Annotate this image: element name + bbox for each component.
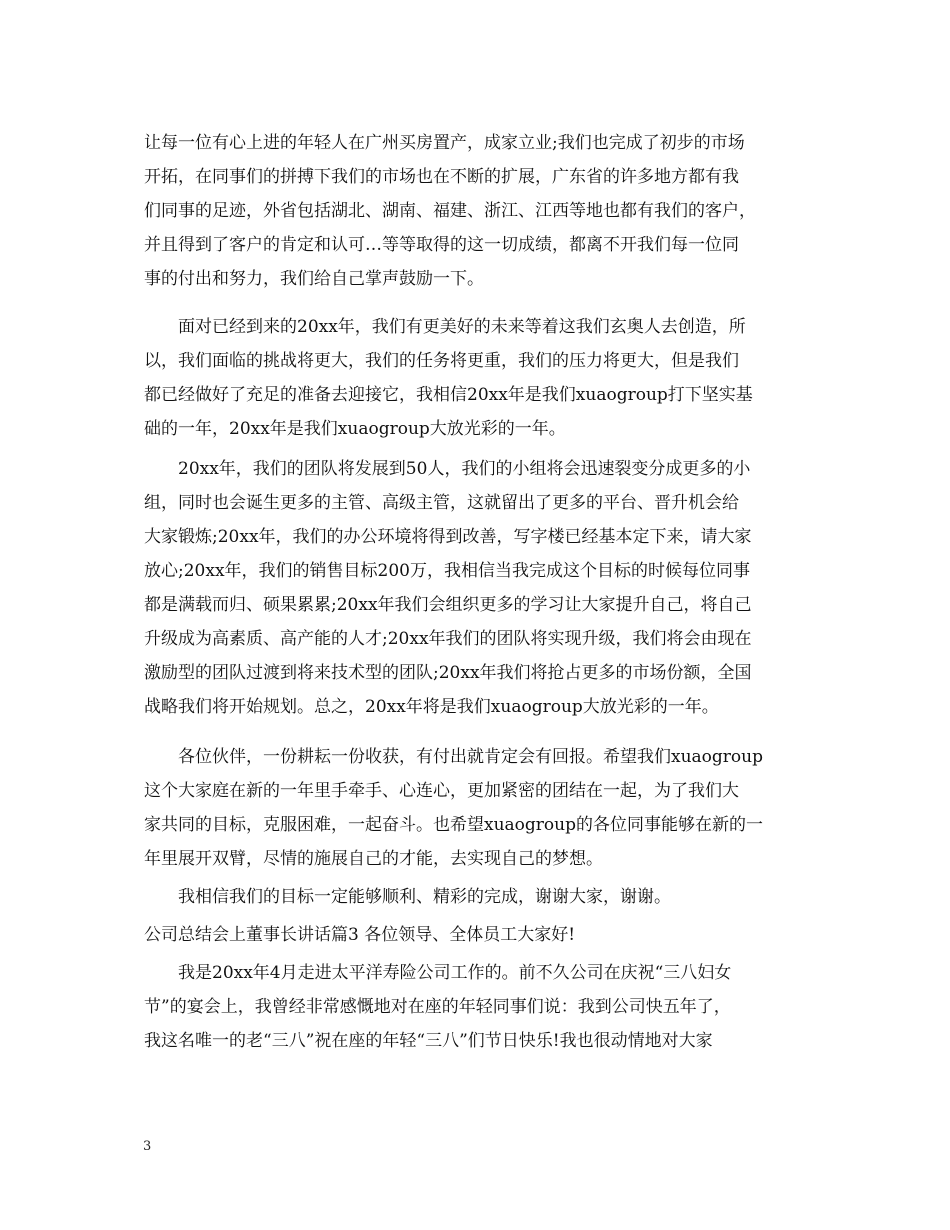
page-number: 3 (143, 1139, 152, 1154)
text-line: 大家锻炼;20xx年，我们的办公环境将得到改善，写字楼已经基本定下来，请大家 (144, 527, 752, 547)
text-line: 以，我们面临的挑战将更大，我们的任务将更重，我们的压力将更大，但是我们 (144, 351, 739, 371)
text-line: 升级成为高素质、高产能的人才;20xx年我们的团队将实现升级，我们将会由现在 (144, 629, 752, 649)
text-line: 年里展开双臂，尽情的施展自己的才能，去实现自己的梦想。 (144, 849, 603, 869)
text-line: 我这名唯一的老“三八”祝在座的年轻“三八”们节日快乐!我也很动情地对大家 (144, 1031, 713, 1051)
text-line: 激励型的团队过渡到将来技术型的团队;20xx年我们将抢占更多的市场份额，全国 (144, 663, 752, 683)
text-line: 组，同时也会诞生更多的主管、高级主管，这就留出了更多的平台、晋升机会给 (144, 493, 739, 513)
text-line: 放心;20xx年，我们的销售目标200万，我相信当我完成这个目标的时候每位同事 (144, 561, 750, 581)
text-line: 都已经做好了充足的准备去迎接它，我相信20xx年是我们xuaogroup打下坚实基 (144, 385, 753, 405)
text-line: 础的一年，20xx年是我们xuaogroup大放光彩的一年。 (144, 419, 566, 439)
text-line: 让每一位有心上进的年轻人在广州买房置产，成家立业;我们也完成了初步的市场 (144, 133, 745, 153)
text-line: 事的付出和努力，我们给自己掌声鼓励一下。 (144, 269, 484, 289)
text-line: 这个大家庭在新的一年里手牵手、心连心，更加紧密的团结在一起，为了我们大 (144, 781, 739, 801)
paragraph-first-line: 20xx年，我们的团队将发展到50人，我们的小组将会迅速裂变分成更多的小 (178, 459, 751, 479)
text-line: 战略我们将开始规划。总之，20xx年将是我们xuaogroup大放光彩的一年。 (144, 697, 719, 717)
text-line: 并且得到了客户的肯定和认可…等等取得的这一切成绩，都离不开我们每一位同 (144, 235, 739, 255)
text-line: 节”的宴会上，我曾经非常感慨地对在座的年轻同事们说：我到公司快五年了， (144, 997, 731, 1017)
paragraph-first-line: 面对已经到来的20xx年，我们有更美好的未来等着这我们玄奥人去创造，所 (178, 317, 746, 337)
section-heading-line: 公司总结会上董事长讲话篇3 各位领导、全体员工大家好! (144, 925, 576, 945)
text-line: 都是满载而归、硕果累累;20xx年我们会组织更多的学习让大家提升自己，将自己 (144, 595, 752, 615)
paragraph-first-line: 各位伙伴，一份耕耘一份收获，有付出就肯定会有回报。希望我们xuaogroup (178, 747, 763, 767)
paragraph-first-line: 我相信我们的目标一定能够顺利、精彩的完成，谢谢大家，谢谢。 (178, 887, 671, 907)
paragraph-first-line: 我是20xx年4月走进太平洋寿险公司工作的。前不久公司在庆祝“三八妇女 (178, 963, 732, 983)
text-line: 开拓，在同事们的拼搏下我们的市场也在不断的扩展，广东省的许多地方都有我 (144, 167, 739, 187)
text-line: 们同事的足迹，外省包括湖北、湖南、福建、浙江、江西等地也都有我们的客户， (144, 201, 756, 221)
text-line: 家共同的目标，克服困难，一起奋斗。也希望xuaogroup的各位同事能够在新的一 (144, 815, 763, 835)
